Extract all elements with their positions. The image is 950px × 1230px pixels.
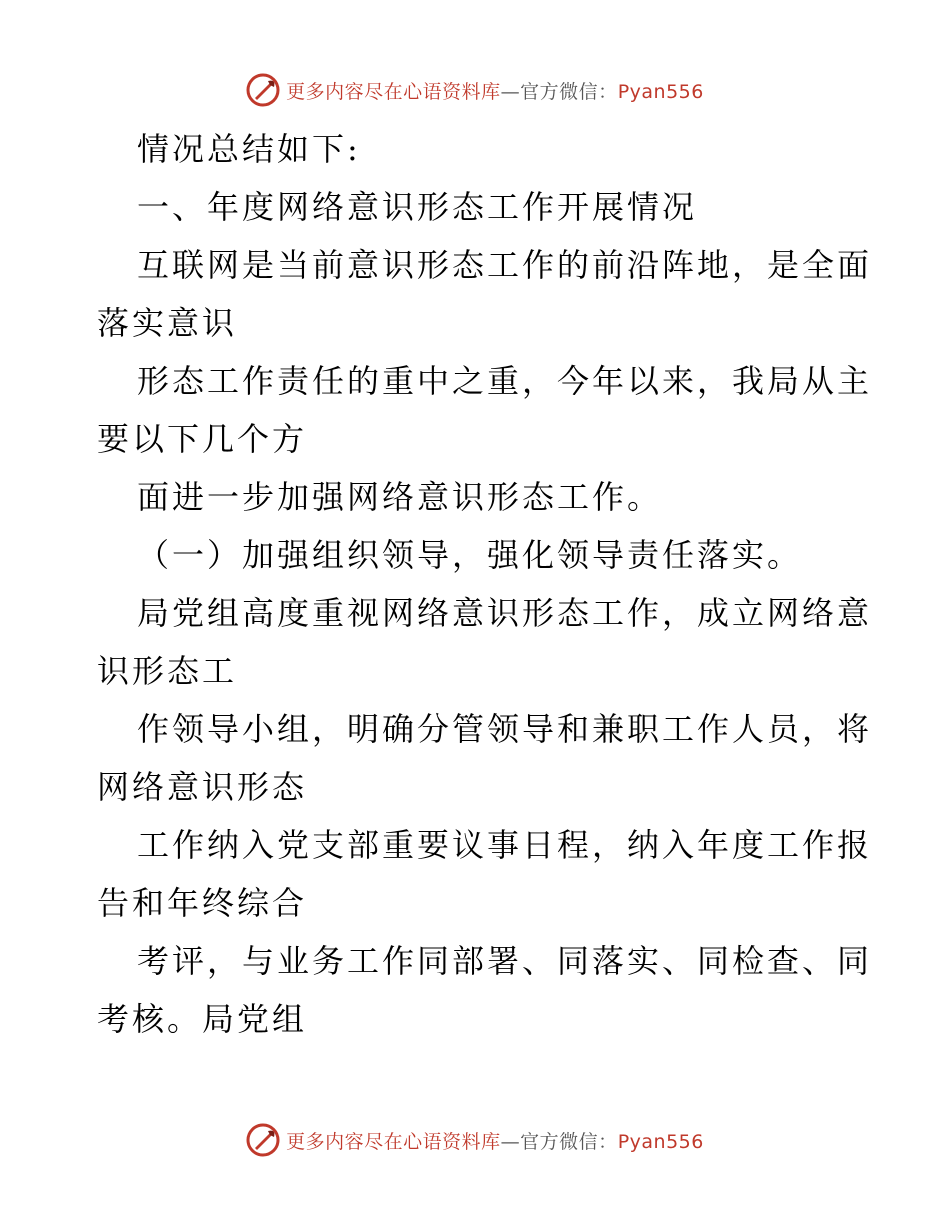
watermark-brand: 更多内容尽在心语资料库 bbox=[286, 80, 501, 103]
text-line: 落实意识 bbox=[97, 304, 238, 342]
text-line: 要以下几个方 bbox=[97, 420, 308, 458]
watermark-separator: — bbox=[500, 80, 521, 103]
header-watermark bbox=[0, 70, 950, 110]
text-line: 作领导小组，明确分管领导和兼职工作人员，将 bbox=[137, 710, 873, 748]
text-line: 互联网是当前意识形态工作的前沿阵地，是全面 bbox=[137, 246, 873, 284]
watermark-brand: 更多内容尽在心语资料库 bbox=[286, 1130, 501, 1153]
text-line: 面进一步加强网络意识形态工作。 bbox=[137, 478, 663, 516]
watermark-official: 官方微信： bbox=[520, 1130, 618, 1153]
quill-logo-icon bbox=[246, 1123, 280, 1157]
text-line: 情况总结如下: bbox=[137, 130, 361, 168]
watermark-text bbox=[286, 1127, 704, 1154]
text-line: 局党组高度重视网络意识形态工作，成立网络意 bbox=[137, 594, 873, 632]
watermark-official: 官方微信： bbox=[520, 80, 618, 103]
watermark-text bbox=[286, 77, 704, 104]
text-line: 形态工作责任的重中之重，今年以来，我局从主 bbox=[137, 362, 873, 400]
text-line: 考核。局党组 bbox=[97, 1000, 308, 1038]
text-line: （一）加强组织领导，强化领导责任落实。 bbox=[137, 536, 803, 574]
text-line: 识形态工 bbox=[97, 652, 238, 690]
watermark-id: Pyan556 bbox=[617, 1130, 704, 1153]
text-line: 一、年度网络意识形态工作开展情况 bbox=[137, 188, 698, 226]
text-line: 工作纳入党支部重要议事日程，纳入年度工作报 bbox=[137, 826, 873, 864]
quill-logo-icon bbox=[246, 73, 280, 107]
text-line: 网络意识形态 bbox=[97, 768, 308, 806]
text-line: 考评，与业务工作同部署、同落实、同检查、同 bbox=[137, 942, 873, 980]
footer-watermark bbox=[0, 1120, 950, 1160]
text-line: 告和年终综合 bbox=[97, 884, 308, 922]
document-body bbox=[97, 120, 873, 1048]
watermark-id: Pyan556 bbox=[617, 80, 704, 103]
watermark-separator: — bbox=[500, 1130, 521, 1153]
